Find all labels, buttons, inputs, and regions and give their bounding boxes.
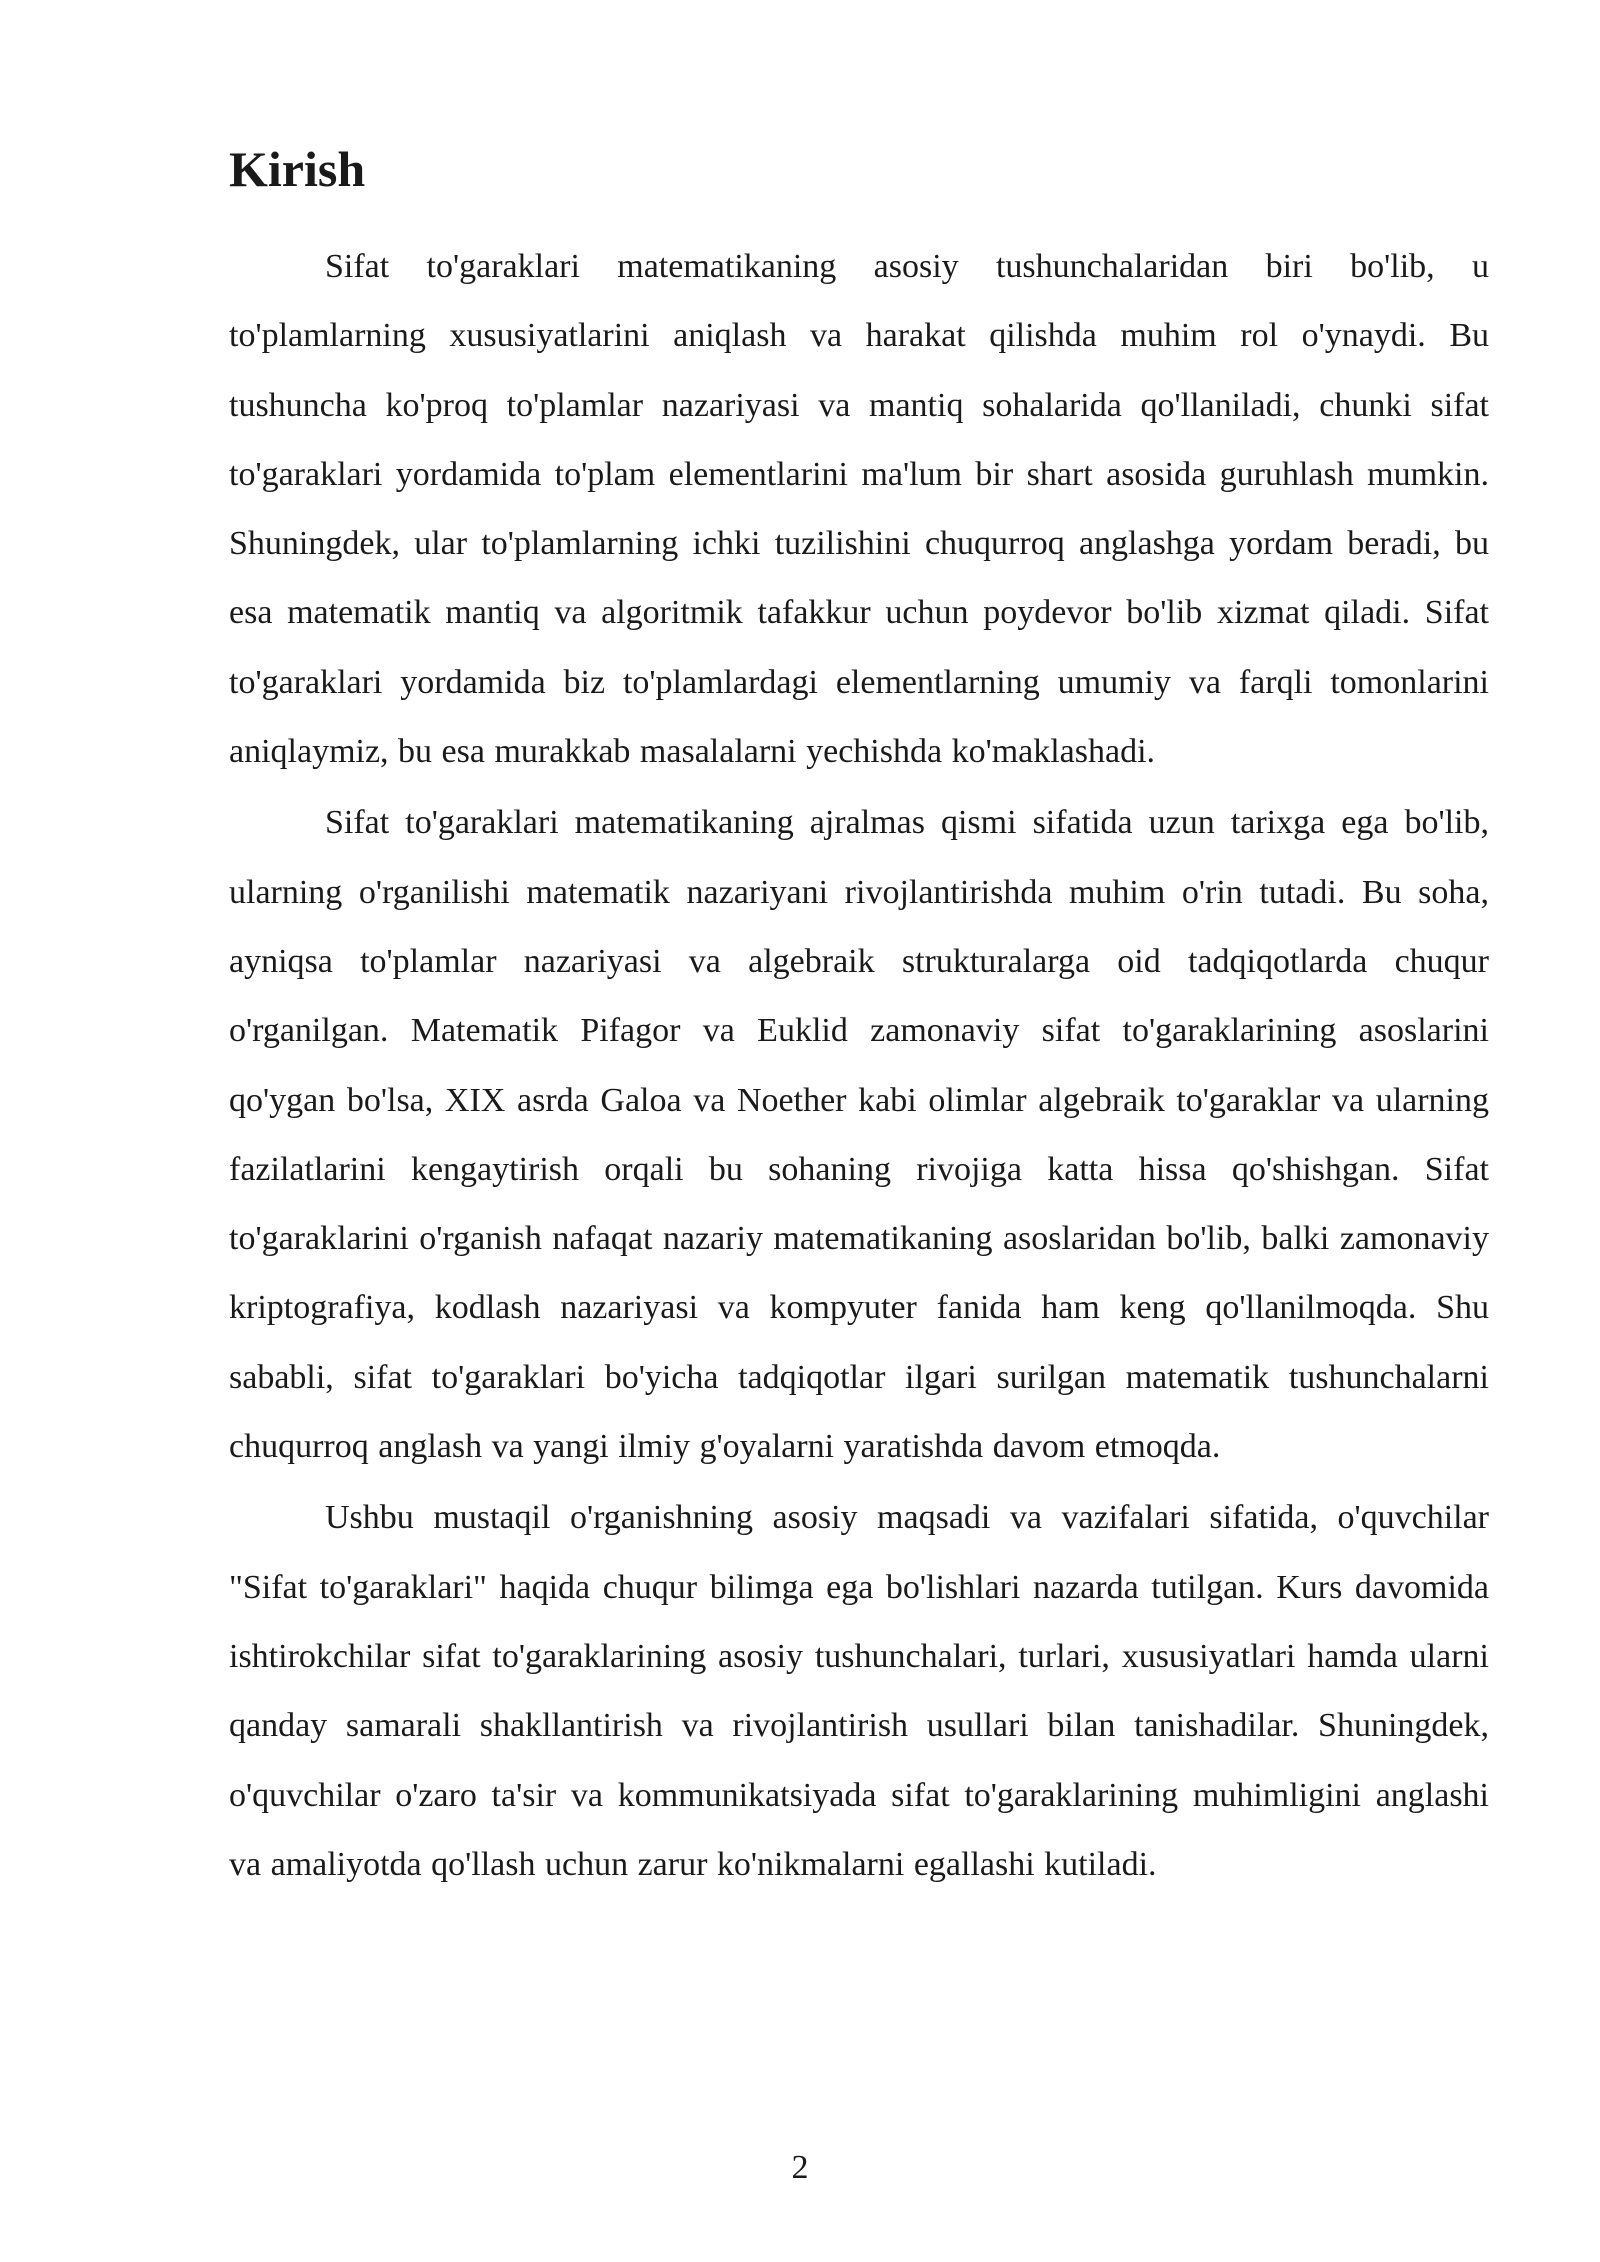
paragraph-3: Ushbu mustaqil o'rganishning asosiy maqsadi va vazifalari sifatida, o'quvchilar "Sifat to'garaklari" haqida chuqur bilimga ega bo'lishlari nazarda tutilgan. Kurs davomida ishtirokchilar sifat to'garaklarining asosiy tushunchalari, turlari, xususiyatlari hamda ularni qanday samarali shakllantirish va rivojlantirish usullari bilan tanishadilar. Shuningdek, o'quvchilar o'zaro ta'sir va kommunikatsiyada sifat to'garaklarining muhimligini anglashi va amaliyotda qo'llash uchun zarur ko'nikmalarni egallashi kutiladi. <box>229 1499 1489 1883</box>
paragraph-1: Sifat to'garaklari matematikaning asosiy tushunchalaridan biri bo'lib, u to'plamlarning xususiyatlarini aniqlash va harakat qilishda muhim rol o'ynaydi. Bu tushuncha ko'proq to'plamlar nazariyasi va mantiq sohalarida qo'llaniladi, chunki sifat to'garaklari yordamida to'plam elementlarini ma'lum bir shart asosida guruhlash mumkin. Shuningdek, ular to'plamlarning ichki tuzilishini chuqurroq anglashga yordam beradi, bu esa matematik mantiq va algoritmik tafakkur uchun poydevor bo'lib xizmat qiladi. Sifat to'garaklari yordamida biz to'plamlardagi elementlarning umumiy va farqli tomonlarini aniqlaymiz, bu esa murakkab masalalarni yechishda ko'maklashadi. <box>229 248 1489 771</box>
page-content <box>229 136 1489 1901</box>
page-number: 2 <box>791 2149 809 2186</box>
paragraph-2: Sifat to'garaklari matematikaning ajralmas qismi sifatida uzun tarixga ega bo'lib, ularning o'rganilishi matematik nazariyani rivojlantirishda muhim o'rin tutadi. Bu soha, ayniqsa to'plamlar nazariyasi va algebraik strukturalarga oid tadqiqotlarda chuqur o'rganilgan. Matematik Pifagor va Euklid zamonaviy sifat to'garaklarining asoslarini qo'ygan bo'lsa, XIX asrda Galoa va Noether kabi olimlar algebraik to'garaklar va ularning fazilatlarini kengaytirish orqali bu sohaning rivojiga katta hissa qo'shishgan. Sifat to'garaklarini o'rganish nafaqat nazariy matematikaning asoslaridan bo'lib, balki zamonaviy kriptografiya, kodlash nazariyasi va kompyuter fanida ham keng qo'llanilmoqda. Shu sababli, sifat to'garaklari bo'yicha tadqiqotlar ilgari surilgan matematik tushunchalarni chuqurroq anglash va yangi ilmiy g'oyalarni yaratishda davom etmoqda. <box>229 804 1489 1466</box>
section-heading: Kirish <box>229 141 366 197</box>
